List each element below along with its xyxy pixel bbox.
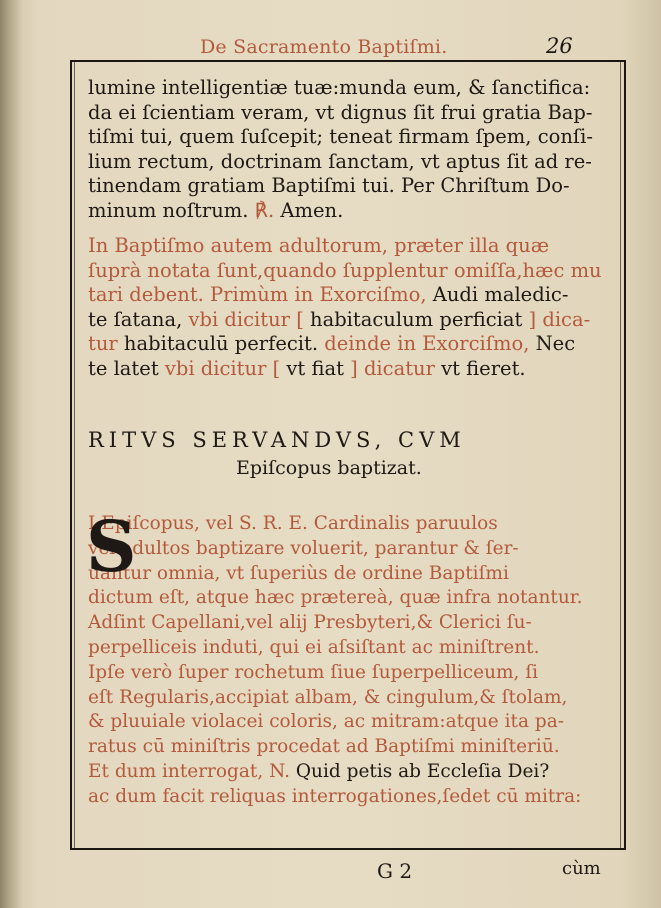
text-run: ] dica- <box>522 307 591 331</box>
text-run: vt fieret. <box>441 356 526 380</box>
text-run: da ei ſcientiam veram, vt dignus ſit frui gratia Bap- <box>88 100 593 124</box>
text-run: tur <box>88 332 124 356</box>
rubric-line <box>88 357 593 382</box>
text-run: vt fiat <box>286 356 344 380</box>
text-run: deinde in Exorciſmo, <box>318 332 536 356</box>
instruction-line <box>88 785 593 810</box>
text-run: dictum eſt, atque hæc prætereà, quæ infra notantur. <box>88 587 583 609</box>
text-run: lium rectum, doctrinam ſanctam, vt aptus ſit ad re- <box>88 149 592 173</box>
text-run: te latet <box>88 356 165 380</box>
rubric-paragraph <box>88 234 602 382</box>
text-run: Quid petis ab Eccleſia Dei? <box>295 760 550 782</box>
prayer-line <box>88 199 593 224</box>
instruction-line <box>88 512 593 537</box>
page-number: 26 <box>546 34 573 58</box>
prayer-paragraph <box>88 76 593 224</box>
text-run: ac dum facit reliquas interrogationes,ſedet cū mitra: <box>88 785 582 807</box>
rubric-line <box>88 332 593 357</box>
text-run: ℟. <box>254 198 275 222</box>
running-head-title: De Sacramento Baptiſmi. <box>200 36 448 58</box>
rubric-line <box>88 234 593 259</box>
text-run: minum noſtrum. <box>88 198 255 222</box>
text-run: habitaculum perficiat <box>310 307 523 331</box>
instruction-line <box>88 760 593 785</box>
text-run: ratus cū miniſtris procedat ad Baptiſmi miniſteriū. <box>88 736 560 758</box>
rubric-line <box>88 258 602 284</box>
text-run: Amen. <box>274 198 344 222</box>
instruction-line <box>88 586 593 611</box>
prayer-line <box>88 125 593 150</box>
prayer-line <box>88 174 593 199</box>
drop-cap-initial: S <box>86 505 137 588</box>
text-run: & pluuiale violacei coloris, ac mitram:atque ita pa- <box>88 711 565 733</box>
frame-right-rule <box>624 60 626 850</box>
text-run: habitaculū perfecit. <box>123 332 319 356</box>
instruction-line <box>88 661 593 686</box>
text-run: te ſatana, <box>88 307 189 331</box>
section-subtitle: Epiſcopus baptizat. <box>236 457 422 479</box>
frame-right-rule-inner <box>620 62 621 848</box>
text-run: Audi maledic- <box>432 283 569 307</box>
frame-left-rule-inner <box>74 62 75 848</box>
text-run: Ipſe verò ſuper rochetum ſiue ſuperpelliceum, ſi <box>88 661 539 683</box>
text-run: Adſint Capellani,vel alij Presbyteri,& Clerici ſu- <box>88 612 532 634</box>
signature-mark: G 2 <box>377 859 413 883</box>
text-run: lumine intelligentiæ tuæ:munda eum, & ſanctifica: <box>88 76 591 99</box>
text-run: Et dum interrogat, N. <box>88 760 296 782</box>
instruction-line <box>88 686 593 711</box>
text-run: vbi dicitur [ <box>188 307 311 331</box>
text-run: tinendam gratiam Baptiſmi tui. Per Chriſtum Do- <box>88 174 570 198</box>
text-run: vbi dicitur [ <box>164 356 287 380</box>
prayer-line <box>88 150 593 175</box>
text-run: uantur omnia, vt ſuperiùs de ordine Baptiſmi <box>88 562 509 584</box>
text-run: tiſmi tui, quem ſuſcepit; teneat firmam ſpem, conſi- <box>88 125 593 149</box>
instruction-line <box>88 611 593 636</box>
rubric-line <box>88 283 593 308</box>
text-run: ſuprà notata ſunt,quando ſupplentur omiſſa,hæc mu <box>88 258 602 282</box>
text-run: perpelliceis induti, qui ei aſsiſtant ac miniſtrent. <box>88 636 540 658</box>
instruction-line <box>88 710 593 735</box>
instruction-line <box>88 636 593 661</box>
text-run: I Epiſcopus, vel S. R. E. Cardinalis paruulos <box>88 513 498 534</box>
book-gutter <box>0 0 22 908</box>
text-run: vel adultos baptizare voluerit, parantur & ſer- <box>88 537 519 559</box>
text-run: tari debent. Primùm in Exorciſmo, <box>88 283 433 307</box>
text-run: Nec <box>535 332 576 356</box>
frame-left-rule <box>70 60 72 850</box>
section-title: RITVS SERVANDVS, CVM <box>88 428 466 452</box>
prayer-line <box>88 101 593 126</box>
text-run: eſt Regularis,accipiat albam, & cingulum,& ſtolam, <box>88 686 568 708</box>
text-run: In Baptiſmo autem adultorum, præter illa quæ <box>88 234 550 257</box>
rubric-line <box>88 308 593 333</box>
catchword: cùm <box>562 858 601 879</box>
prayer-line <box>88 76 593 101</box>
instruction-line <box>88 537 593 562</box>
instruction-line <box>88 562 593 587</box>
frame-bottom-rule <box>70 848 626 850</box>
instructions-paragraph <box>86 505 593 810</box>
instruction-line <box>88 735 593 760</box>
frame-top-rule <box>70 60 626 62</box>
text-run: ] dicatur <box>343 356 442 380</box>
